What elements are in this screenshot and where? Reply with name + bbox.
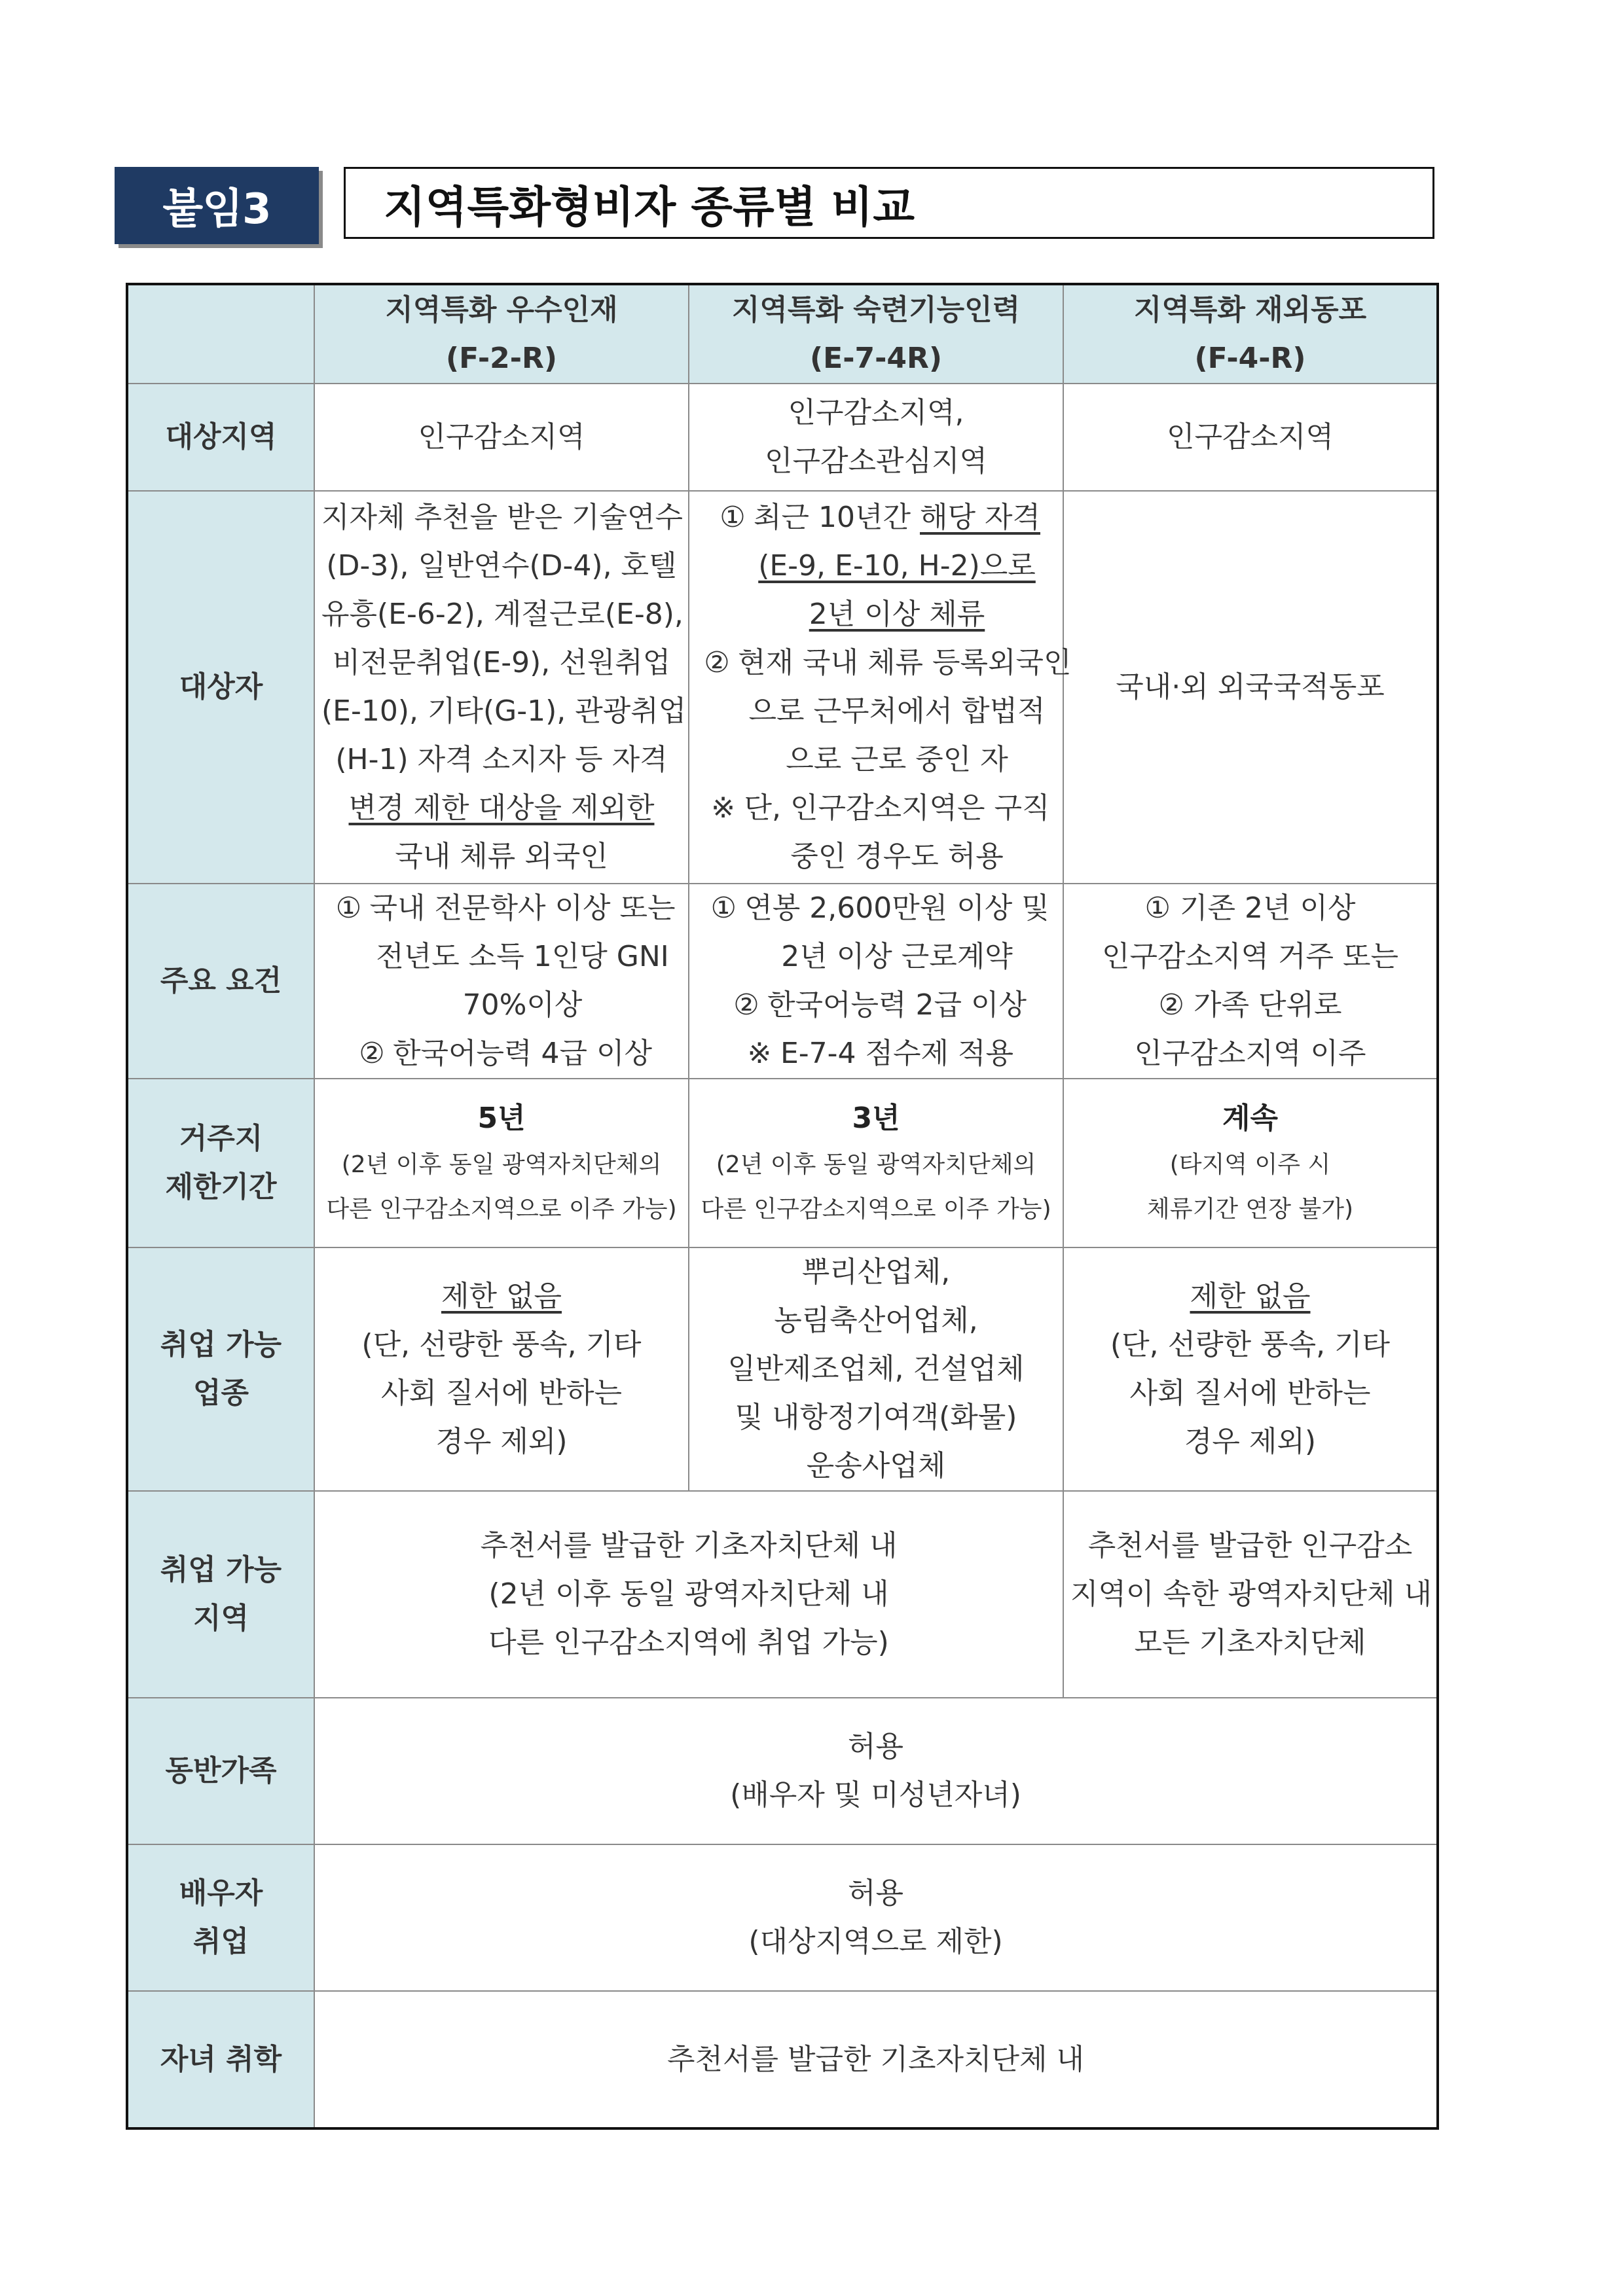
label-line: 지역 xyxy=(192,1602,249,1635)
cell-school: 추천서를 발급한 기초자치단체 내 xyxy=(314,1991,1438,2128)
cell-line: 사회 질서에 반하는 xyxy=(1129,1376,1371,1410)
row-label-residence xyxy=(127,1079,314,1247)
label-line: 업종 xyxy=(192,1376,249,1410)
table-row-work-area xyxy=(127,1491,1438,1698)
page-title xyxy=(344,167,1434,239)
cell-requirements-f2r xyxy=(314,884,689,1079)
table-row-residence xyxy=(127,1079,1438,1247)
cell-industry-e74r xyxy=(689,1247,1063,1491)
list-item xyxy=(321,1030,682,1078)
cell-work-area-f4r xyxy=(1063,1491,1438,1698)
cell-main-value: 5년 xyxy=(477,1102,526,1135)
cell-family xyxy=(314,1698,1438,1844)
text-run: E-7-4 점수제 적용 xyxy=(780,1037,1014,1070)
text-run: 한국어능력 2급 이상 xyxy=(767,988,1027,1022)
cell-line: 중인 경우도 허용 xyxy=(790,840,1004,873)
cell-line: 모든 기초자치단체 xyxy=(1134,1626,1366,1659)
cell-line: 경우 제외) xyxy=(1184,1425,1317,1458)
col-code: (F-4-R) xyxy=(1194,341,1306,375)
table-row-spouse xyxy=(127,1844,1438,1991)
list-item xyxy=(696,884,1056,933)
table-row-target xyxy=(127,491,1438,884)
row-label-work-area xyxy=(127,1491,314,1698)
cell-line: (단, 선량한 풍속, 기타 xyxy=(361,1328,642,1361)
cell-line: 허용 xyxy=(847,1876,903,1910)
row-label-school: 자녀 취학 xyxy=(127,1991,314,2128)
cell-line: ① 기존 2년 이상 xyxy=(1144,891,1356,925)
col-code: (F-2-R) xyxy=(446,341,557,375)
number-mark: ② xyxy=(359,1037,385,1070)
cell-line: 체류기간 연장 불가) xyxy=(1146,1196,1354,1223)
number-mark: ① xyxy=(720,501,746,534)
cell-line: 다른 인구감소지역으로 이주 가능) xyxy=(326,1196,677,1223)
col-name: 지역특화 우수인재 xyxy=(385,293,618,327)
row-label-family: 동반가족 xyxy=(127,1698,314,1844)
cell-line: 인구감소관심지역 xyxy=(764,444,988,478)
cell-line: 및 내항정기여객(화물) xyxy=(735,1401,1017,1434)
cell-line: (타지역 이주 시 xyxy=(1169,1151,1331,1178)
text-run: 현재 국내 체류 등록외국인 xyxy=(738,646,1072,679)
cell-line: (D-3), 일반연수(D-4), 호텔 xyxy=(326,549,677,583)
page-title-text: 지역특화형비자 종류별 비교 xyxy=(384,181,915,232)
cell-line: 전년도 소득 1인당 GNI xyxy=(376,940,669,973)
label-line: 배우자 xyxy=(179,1876,263,1910)
col-header-e74r xyxy=(689,284,1063,384)
cell-line: 비전문취업(E-9), 선원취업 xyxy=(332,646,671,679)
cell-line: 70%이상 xyxy=(462,988,583,1022)
number-mark: ② xyxy=(733,988,759,1022)
cell-line: 뿌리산업체, xyxy=(801,1255,951,1289)
cell-target-f2r xyxy=(314,491,689,884)
cell-line: (2년 이후 동일 광역자치단체 내 xyxy=(488,1577,889,1611)
note-item xyxy=(696,784,1056,833)
table-row-region xyxy=(127,384,1438,491)
cell-industry-f2r xyxy=(314,1247,689,1491)
cell-line: 허용 xyxy=(847,1730,903,1763)
label-line: 제한기간 xyxy=(165,1170,277,1204)
cell-line: 다른 인구감소지역으로 이주 가능) xyxy=(701,1196,1051,1223)
cell-line: 추천서를 발급한 기초자치단체 내 xyxy=(480,1529,898,1562)
col-name: 지역특화 숙련기능인력 xyxy=(731,293,1021,327)
col-name: 지역특화 재외동포 xyxy=(1133,293,1367,327)
cell-line: (2년 이후 동일 광역자치단체의 xyxy=(716,1151,1036,1178)
number-mark: ① xyxy=(335,891,362,925)
cell-target-e74r xyxy=(689,491,1072,884)
cell-residence-e74r xyxy=(689,1079,1063,1247)
cell-line: 인구감소지역 거주 또는 xyxy=(1101,940,1398,973)
cell-line: (배우자 및 미성년자녀) xyxy=(730,1778,1021,1812)
number-mark: ② xyxy=(704,646,730,679)
cell-line-underlined: 제한 없음 xyxy=(441,1280,562,1313)
row-label-region: 대상지역 xyxy=(127,384,314,491)
table-row-family xyxy=(127,1698,1438,1844)
list-item xyxy=(696,493,1056,542)
cell-line-underlined: 제한 없음 xyxy=(1190,1280,1311,1313)
cell-line: 지역이 속한 광역자치단체 내 xyxy=(1070,1577,1432,1611)
cell-line: 사회 질서에 반하는 xyxy=(380,1376,622,1410)
text-run: 국내 전문학사 이상 또는 xyxy=(369,891,676,925)
cell-region-f4r: 인구감소지역 xyxy=(1063,384,1438,491)
text-run: 최근 10년간 xyxy=(754,501,920,534)
cell-line: 으로 근무처에서 합법적 xyxy=(748,694,1046,728)
cell-requirements-e74r xyxy=(689,884,1063,1079)
cell-residence-f4r xyxy=(1063,1079,1438,1247)
cell-main-value: 계속 xyxy=(1222,1102,1278,1135)
cell-line: 인구감소지역 이주 xyxy=(1134,1037,1366,1070)
text-run: 연봉 2,600만원 이상 및 xyxy=(744,891,1049,925)
cell-line: 다른 인구감소지역에 취업 가능) xyxy=(488,1626,889,1659)
label-line: 취업 가능 xyxy=(160,1553,282,1587)
cell-line: 인구감소지역, xyxy=(788,396,964,429)
cell-target-f4r: 국내·외 외국국적동포 xyxy=(1063,491,1438,884)
label-line: 거주지 xyxy=(179,1122,263,1155)
cell-line: 추천서를 발급한 인구감소 xyxy=(1087,1529,1413,1562)
cell-spouse xyxy=(314,1844,1438,1991)
cell-line: (대상지역으로 제한) xyxy=(748,1925,1003,1958)
list-item xyxy=(696,981,1056,1030)
cell-line: 운송사업체 xyxy=(806,1449,946,1482)
note-item xyxy=(696,1030,1056,1078)
table-row-industry xyxy=(127,1247,1438,1491)
cell-line: (E-10), 기타(G-1), 관광취업 xyxy=(321,694,687,728)
col-code: (E-7-4R) xyxy=(810,341,942,375)
cell-industry-f4r xyxy=(1063,1247,1438,1491)
corner-cell xyxy=(127,284,314,384)
table-header-row xyxy=(127,284,1438,384)
cell-line: (단, 선량한 풍속, 기타 xyxy=(1110,1328,1391,1361)
cell-line-underlined: 변경 제한 대상을 제외한 xyxy=(348,791,655,825)
table-row-requirements xyxy=(127,884,1438,1079)
list-item xyxy=(696,639,1072,687)
note-mark: ※ xyxy=(747,1037,772,1070)
cell-residence-f2r xyxy=(314,1079,689,1247)
row-label-spouse xyxy=(127,1844,314,1991)
label-line: 취업 xyxy=(192,1925,249,1958)
col-header-f2r xyxy=(314,284,689,384)
text-run: 한국어능력 4급 이상 xyxy=(393,1037,652,1070)
row-label-industry xyxy=(127,1247,314,1491)
cell-main-value: 3년 xyxy=(852,1102,900,1135)
cell-line: 경우 제외) xyxy=(435,1425,568,1458)
cell-region-e74r xyxy=(689,384,1063,491)
cell-line xyxy=(321,736,682,784)
text-run-underlined: 해당 자격 xyxy=(919,501,1040,534)
cell-work-area-f2r-e74r xyxy=(314,1491,1063,1698)
visa-comparison-table xyxy=(126,283,1439,2130)
table-row-school xyxy=(127,1991,1438,2128)
row-label-target: 대상자 xyxy=(127,491,314,884)
cell-line: 지자체 추천을 받은 기술연수 xyxy=(321,501,684,534)
note-mark: ※ xyxy=(711,791,735,825)
number-mark: ① xyxy=(710,891,737,925)
cell-region-f2r: 인구감소지역 xyxy=(314,384,689,491)
text-run: (H-1) 자격 소지자 등 자격 xyxy=(335,743,668,776)
cell-line: 농림축산어업체, xyxy=(774,1304,978,1337)
cell-line: 국내 체류 외국인 xyxy=(395,840,608,873)
cell-line-underlined: 2년 이상 체류 xyxy=(809,598,985,631)
attachment-badge: 붙임3 xyxy=(115,167,319,244)
col-header-f4r xyxy=(1063,284,1438,384)
cell-line: 유흥(E-6-2), 계절근로(E-8), xyxy=(321,598,684,631)
label-line: 취업 가능 xyxy=(160,1328,282,1361)
cell-line: 일반제조업체, 건설업체 xyxy=(727,1352,1025,1386)
cell-line: (2년 이후 동일 광역자치단체의 xyxy=(341,1151,662,1178)
row-label-requirements: 주요 요건 xyxy=(127,884,314,1079)
cell-line-underlined: (E-9, E-10, H-2)으로 xyxy=(758,549,1036,583)
cell-line: 으로 근로 중인 자 xyxy=(786,743,1008,776)
text-run: 단, 인구감소지역은 구직 xyxy=(744,791,1050,825)
list-item xyxy=(321,884,682,933)
cell-requirements-f4r xyxy=(1063,884,1438,1079)
cell-line: 2년 이상 근로계약 xyxy=(781,940,1013,973)
cell-line: ② 가족 단위로 xyxy=(1158,988,1342,1022)
